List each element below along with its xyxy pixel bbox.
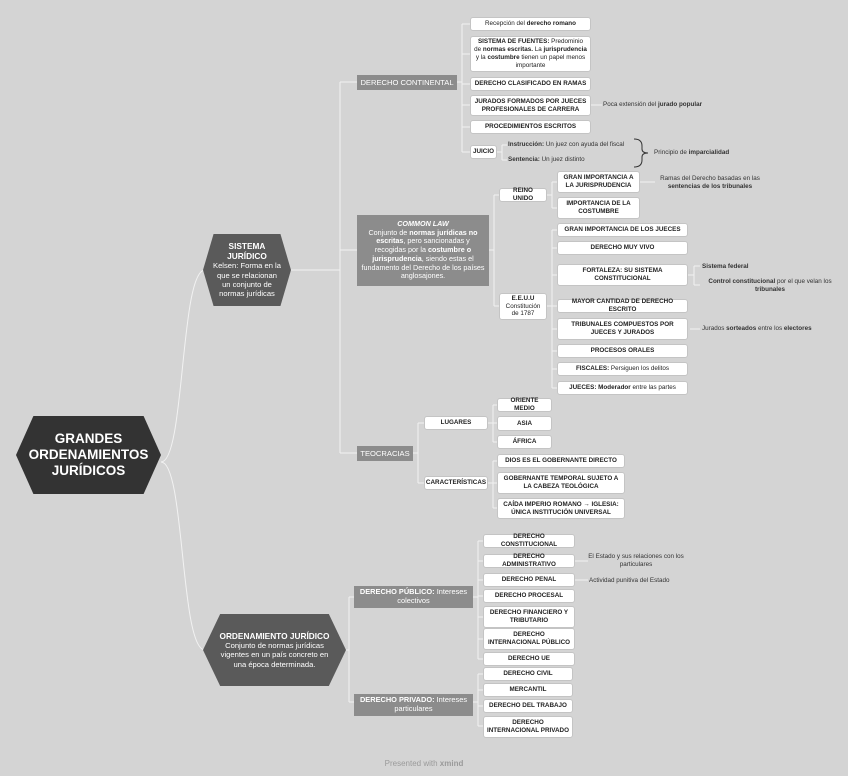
administrativo-note: El Estado y sus relaciones con los particulares xyxy=(588,553,684,568)
reino-unido-node[interactable]: REINO UNIDO xyxy=(499,188,547,202)
imparcialidad-text: Principio de xyxy=(654,149,689,157)
control-constitucional-note xyxy=(702,277,838,294)
privado-label-bold: DERECHO PRIVADO: xyxy=(359,695,435,705)
fuentes-bold-2: normas escritas. xyxy=(482,46,533,54)
sorteo-bold-1: sorteados xyxy=(726,325,757,333)
sistema-federal-text: Sistema federal xyxy=(702,262,749,270)
eeuu-sublabel: Constitución de 1787 xyxy=(505,302,541,318)
sentencia-bold: Sentencia: xyxy=(508,156,540,164)
eeuu-node[interactable] xyxy=(499,293,547,320)
procedimientos-node[interactable]: PROCEDIMIENTOS ESCRITOS xyxy=(470,120,591,134)
common-desc-1: Conjunto de xyxy=(368,227,410,237)
derecho-internacional-privado-node[interactable]: DERECHO INTERNACIONAL PRIVADO xyxy=(483,716,573,738)
jueces-mod-text: entre las partes xyxy=(630,384,676,392)
sentencia-node[interactable] xyxy=(508,154,634,166)
eeuu-label: E.E.U.U xyxy=(511,295,535,303)
derecho-trabajo-node[interactable]: DERECHO DEL TRABAJO xyxy=(483,699,573,713)
instruccion-text: Un juez con ayuda del fiscal xyxy=(544,141,625,149)
jueces-mod-bold-2: Moderador xyxy=(596,384,631,392)
recepcion-bold: derecho romano xyxy=(526,20,576,28)
common-desc-bold-2: costumbre o jurisprudencia xyxy=(372,245,472,263)
footer-text: Presented with xyxy=(384,759,440,768)
derecho-procesal-node[interactable]: DERECHO PROCESAL xyxy=(483,589,575,603)
oriente-medio-node[interactable]: ORIENTE MEDIO xyxy=(497,398,552,412)
fuentes-text-3: y la xyxy=(475,54,488,61)
ordenamiento-juridico-topic[interactable] xyxy=(203,614,346,686)
fuentes-bold-1: SISTEMA DE FUENTES: xyxy=(477,38,550,46)
caida-imperio-node[interactable]: CAÍDA IMPERIO ROMANO → IGLESIA: ÚNICA INSTITUCIÓN UNIVERSAL xyxy=(497,498,625,519)
control-text: por el que velan los xyxy=(775,277,832,285)
control-bold-2: tribunales xyxy=(754,285,786,293)
common-law-title: COMMON LAW xyxy=(397,218,449,228)
control-bold-1: Control constitucional xyxy=(708,277,776,285)
presented-with-xmind[interactable] xyxy=(0,759,848,768)
common-law-topic[interactable] xyxy=(357,215,489,286)
ordenamiento-title: ORDENAMIENTO JURÍDICO xyxy=(219,630,330,641)
dios-gobernante-node[interactable]: DIOS ES EL GOBERNANTE DIRECTO xyxy=(497,454,625,468)
derecho-financiero-node[interactable]: DERECHO FINANCIERO Y TRIBUTARIO xyxy=(483,606,575,628)
derecho-constitucional-node[interactable]: DERECHO CONSTITUCIONAL xyxy=(483,534,575,548)
sentencia-text: Un juez distinto xyxy=(539,156,585,164)
common-desc-3: , siendo estas el fundamento del Derecho de los países anglosajones. xyxy=(361,253,485,281)
jurados-note-bold: jurado popular xyxy=(657,101,703,109)
privado-label-text: Intereses particulares xyxy=(394,695,468,713)
importancia-jueces-node[interactable]: GRAN IMPORTANCIA DE LOS JUECES xyxy=(557,223,688,237)
mercantil-node[interactable]: MERCANTIL xyxy=(483,683,573,697)
fuentes-bold-4: costumbre xyxy=(487,54,520,61)
asia-node[interactable]: ASIA xyxy=(497,416,552,431)
fuentes-bold-3: jurisprudencia xyxy=(543,46,587,54)
sistema-title: SISTEMA JURÍDICO xyxy=(227,241,267,262)
derecho-ue-node[interactable]: DERECHO UE xyxy=(483,652,575,666)
derecho-civil-node[interactable]: DERECHO CIVIL xyxy=(483,667,573,681)
ordenamiento-desc: Conjunto de normas jurídicas vigentes en un país concreto en una época determinada. xyxy=(220,640,329,669)
jurisprudencia-note-bold: sentencias de los tribunales xyxy=(667,183,753,190)
sorteo-text-2: entre los xyxy=(756,325,784,333)
gobernante-temporal-node[interactable]: GOBERNANTE TEMPORAL SUJETO A LA CABEZA TEOLÓGICA xyxy=(497,472,625,494)
fuentes-text-4: tienen un papel menos importante xyxy=(515,54,586,69)
sistema-juridico-topic[interactable] xyxy=(203,234,291,306)
publico-label-bold: DERECHO PÚBLICO: xyxy=(359,587,435,597)
derecho-privado-topic[interactable] xyxy=(354,694,473,716)
sorteo-text-1: Jurados xyxy=(702,325,727,333)
sistema-federal-note xyxy=(702,261,782,272)
jurados-note-text: Poca extensión del xyxy=(603,101,658,109)
recepcion-text: Recepción del xyxy=(485,20,527,28)
common-desc-bold-1: normas jurídicas no escritas xyxy=(376,227,478,246)
derecho-administrativo-node[interactable]: DERECHO ADMINISTRATIVO xyxy=(483,554,575,568)
root-title: GRANDES ORDENAMIENTOS JURÍDICOS xyxy=(28,431,149,478)
fuentes-text-1: Predominio de xyxy=(474,38,584,54)
caracteristicas-node[interactable]: CARACTERÍSTICAS xyxy=(424,476,488,490)
jurisprudencia-note xyxy=(655,175,765,191)
costumbre-node[interactable]: IMPORTANCIA DE LA COSTUMBRE xyxy=(557,197,640,219)
ramas-node[interactable]: DERECHO CLASIFICADO EN RAMAS xyxy=(470,77,591,91)
jurisprudencia-note-text: Ramas del Derecho basadas en las xyxy=(660,175,760,183)
recepcion-node[interactable] xyxy=(470,17,591,31)
xmind-logo: xmind xyxy=(439,759,464,768)
fuentes-text-2: La xyxy=(532,46,544,54)
penal-note: Actividad punitiva del Estado xyxy=(589,576,670,584)
instruccion-bold: Instrucción: xyxy=(508,141,545,149)
sorteo-bold-2: electores xyxy=(783,325,812,333)
fiscales-node[interactable] xyxy=(557,362,688,376)
tribunales-node[interactable]: TRIBUNALES COMPUESTOS POR JUECES Y JURADOS xyxy=(557,318,688,340)
derecho-penal-node[interactable]: DERECHO PENAL xyxy=(483,573,575,587)
juicio-node[interactable]: JUICIO xyxy=(470,145,497,159)
sorteo-note xyxy=(702,323,822,335)
lugares-node[interactable]: LUGARES xyxy=(424,416,488,430)
jurados-node[interactable]: JURADOS FORMADOS POR JUECES PROFESIONALES DE CARRERA xyxy=(470,95,591,116)
jueces-mod-bold-1: JUECES: xyxy=(569,384,597,392)
jurisprudencia-node[interactable]: GRAN IMPORTANCIA A LA JURISPRUDENCIA xyxy=(557,171,640,193)
derecho-continental-topic[interactable]: DERECHO CONTINENTAL xyxy=(357,75,457,90)
fortaleza-node[interactable]: FORTALEZA: SU SISTEMA CONSTITUCIONAL xyxy=(557,264,688,286)
publico-label-text: Intereses colectivos xyxy=(397,587,468,605)
sistema-desc: Kelsen: Forma en la que se relacionan un conjunto de normas jurídicas xyxy=(213,261,281,299)
derecho-escrito-node[interactable]: MAYOR CANTIDAD DE DERECHO ESCRITO xyxy=(557,299,688,313)
common-desc-2: , pero sancionadas y recogidas por la xyxy=(374,236,470,255)
procesos-orales-node[interactable]: PROCESOS ORALES xyxy=(557,344,688,358)
africa-node[interactable]: ÁFRICA xyxy=(497,435,552,449)
derecho-internacional-publico-node[interactable]: DERECHO INTERNACIONAL PÚBLICO xyxy=(483,628,575,650)
instruccion-node[interactable] xyxy=(508,139,634,151)
jueces-moderador-node[interactable] xyxy=(557,381,688,395)
imparcialidad-bold: imparcialidad xyxy=(688,149,730,157)
derecho-vivo-node[interactable]: DERECHO MUY VIVO xyxy=(557,241,688,255)
jurados-note xyxy=(603,99,723,111)
teocracias-topic[interactable]: TEOCRACIAS xyxy=(357,446,413,461)
sistema-fuentes-node[interactable] xyxy=(470,36,591,72)
imparcialidad-note xyxy=(654,147,754,159)
fiscales-text: Persiguen los delitos xyxy=(609,365,670,373)
fiscales-bold: FISCALES: xyxy=(575,365,610,373)
root-topic[interactable] xyxy=(16,416,161,494)
derecho-publico-topic[interactable] xyxy=(354,586,473,608)
